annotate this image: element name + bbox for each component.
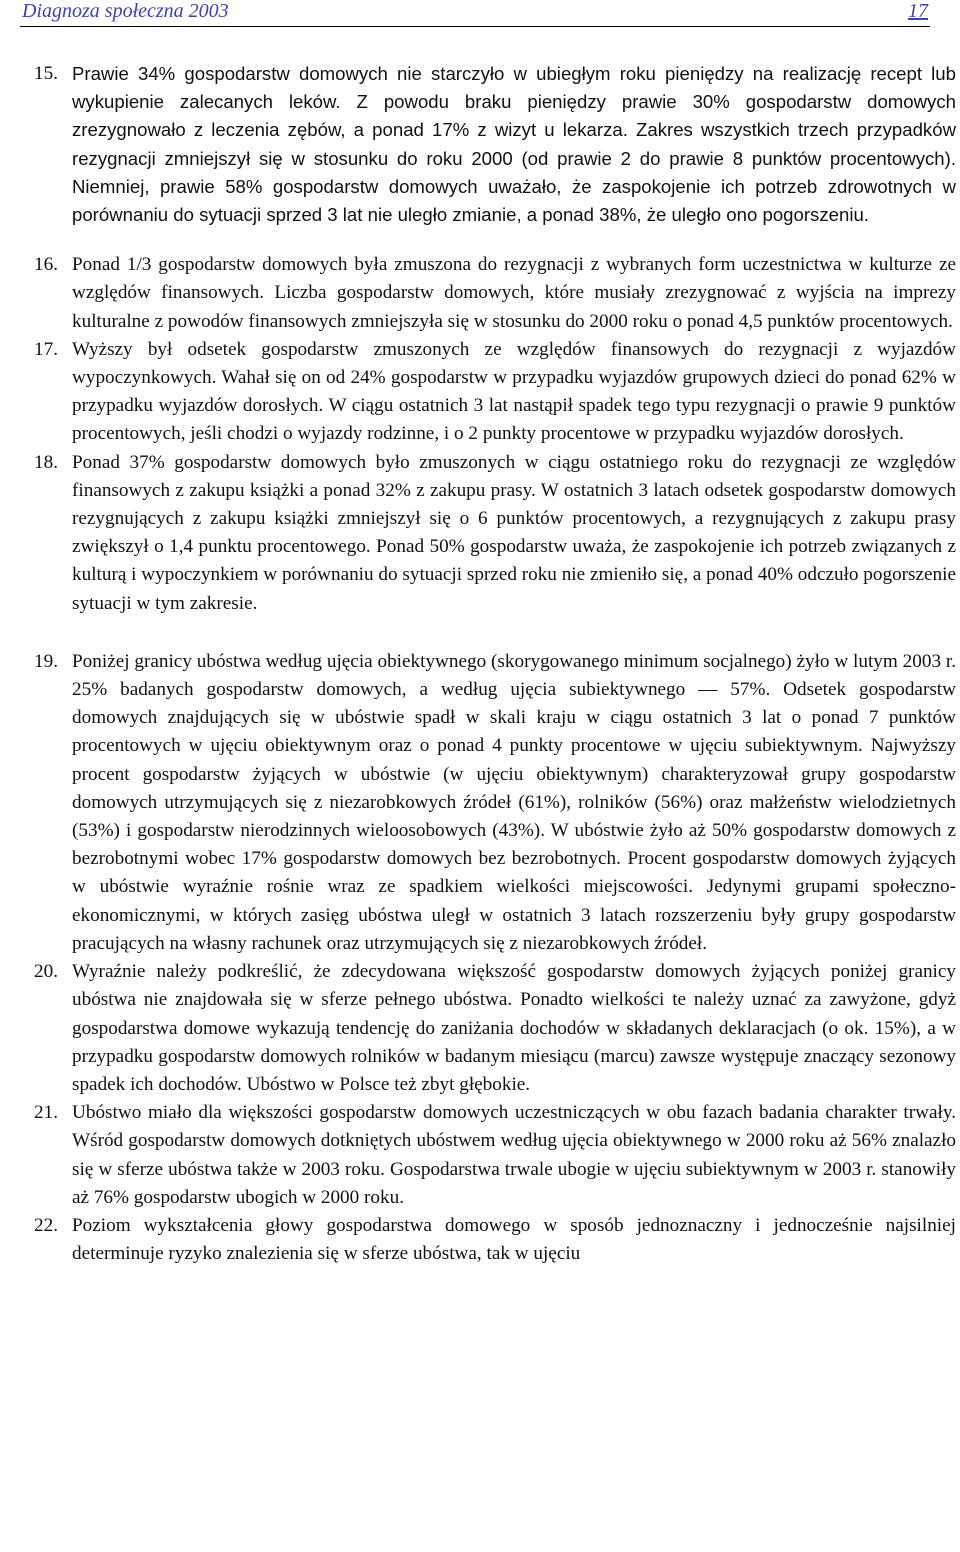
- list-item-20: [34, 958, 956, 1099]
- item-number: 21.: [34, 1102, 58, 1124]
- page-number: 17: [908, 0, 928, 22]
- list-item-19: [34, 648, 956, 958]
- list-item-17: [34, 336, 956, 449]
- item-number: 16.: [34, 254, 58, 276]
- list-item-22: [34, 1212, 956, 1268]
- item-text: Ponad 1/3 gospodarstw domowych była zmuszona do rezygnacji z wybranych form uczestnictwa w kulturze ze względów finansowych. Liczba gospodarstw domowych, które musiały zrezygnować z wyjścia na imprezy kulturalne z powodów finansowych zmniejszyła się w stosunku do 2000 roku o ponad 4,5 punktów procentowych.: [72, 254, 956, 332]
- document-body: [34, 60, 956, 1268]
- list-item-18: [34, 449, 956, 618]
- header-title: Diagnoza społeczna 2003: [22, 0, 229, 22]
- item-text: Prawie 34% gospodarstw domowych nie starczyło w ubiegłym roku pieniędzy na realizację recept lub wykupienie zalecanych leków. Z powodu braku pieniędzy prawie 30% gospodarstw domowych zrezygnowało z leczenia zębów, a ponad 17% z wizyt u lekarza. Zakres wszystkich trzech przypadków rezygnacji zmniejszył się w stosunku do roku 2000 (od prawie 2 do prawie 8 punktów procentowych). Niemniej, prawie 58% gospodarstw domowych uważało, że zaspokojenie ich potrzeb zdrowotnych w porównaniu do sytuacji sprzed 3 lat nie uległo zmianie, a ponad 38%, że uległo ono pogorszeniu.: [72, 63, 956, 226]
- item-text: Poziom wykształcenia głowy gospodarstwa domowego w sposób jednoznaczny i jednocześnie najsilniej determinuje ryzyko znalezienia się w sferze ubóstwa, tak w ujęciu: [72, 1214, 956, 1265]
- item-text: Wyraźnie należy podkreślić, że zdecydowana większość gospodarstw domowych żyjących poniżej granicy ubóstwa nie znajdowała się w sferze pełnego ubóstwa. Ponadto wielkości te należy uznać za zawyżone, gdyż gospodarstwa domowe wykazują tendencję do zaniżania dochodów w składanych deklaracjach (o ok. 15%), a w przypadku gospodarstw domowych rolników w badanym miesiącu (marcu) zawsze występuje znaczący sezonowy spadek ich dochodów. Ubóstwo w Polsce też zbyt głębokie.: [72, 961, 956, 1095]
- item-text: Ubóstwo miało dla większości gospodarstw domowych uczestniczących w obu fazach badania charakter trwały. Wśród gospodarstw domowych dotkniętych ubóstwem według ujęcia obiektywnego w 2000 roku aż 56% znalazło się w sferze ubóstwa także w 2003 roku. Gospodarstwa trwale ubogie w ujęciu subiektywnym w 2003 r. stanowiły aż 76% gospodarstw ubogich w 2000 roku.: [72, 1102, 956, 1208]
- item-number: 19.: [34, 650, 58, 672]
- item-number: 18.: [34, 451, 58, 473]
- item-number: 15.: [34, 63, 58, 84]
- page-header: [20, 0, 930, 27]
- list-item-16: [34, 251, 956, 336]
- item-number: 22.: [34, 1214, 58, 1236]
- list-item-15: [34, 60, 956, 229]
- item-text: Ponad 37% gospodarstw domowych było zmuszonych w ciągu ostatniego roku do rezygnacji ze względów finansowych z zakupu książki a ponad 32% z zakupu prasy. W ostatnich 3 latach odsetek gospodarstw domowych rezygnujących z zakupu książki zmniejszył się o 6 punktów procentowych, a rezygnujących z zakupu prasy zwiększył o 1,4 punktu procentowego. Ponad 50% gospodarstw uważa, że zaspokojenie ich potrzeb związanych z kulturą i wypoczynkiem w porównaniu do sytuacji sprzed roku nie zmieniło się, a ponad 40% odczuło pogorszenie sytuacji w tym zakresie.: [72, 451, 956, 614]
- item-number: 17.: [34, 338, 58, 360]
- list-item-21: [34, 1099, 956, 1212]
- item-text: Wyższy był odsetek gospodarstw zmuszonych ze względów finansowych do rezygnacji z wyjazdów wypoczynkowych. Wahał się on od 24% gospodarstw w przypadku wyjazdów grupowych dzieci do ponad 62% w przypadku wyjazdów dorosłych. W ciągu ostatnich 3 lat nastąpił spadek tego typu rezygnacji o prawie 9 punktów procentowych, jeśli chodzi o wyjazdy rodzinne, i o 2 punkty procentowe w przypadku wyjazdów dorosłych.: [72, 338, 956, 445]
- item-text: Poniżej granicy ubóstwa według ujęcia obiektywnego (skorygowanego minimum socjalnego) żyło w lutym 2003 r. 25% badanych gospodarstw domowych, a według ujęcia subiektywnego — 57%. Odsetek gospodarstw domowych znajdujących się w ubóstwie spadł w skali kraju w ciągu ostatnich 3 lat o ponad 7 punktów procentowych w ujęciu obiektywnym oraz o ponad 4 punkty procentowe w ujęciu subiektywnym. Najwyższy procent gospodarstw żyjących w ubóstwie (w ujęciu obiektywnym) charakteryzował grupy gospodarstw domowych utrzymujących się z niezarobkowych źródeł (61%), rolników (56%) oraz małżeństw wielodzietnych (53%) i gospodarstw nierodzinnych wieloosobowych (43%). W ubóstwie żyło aż 50% gospodarstw domowych z bezrobotnymi wobec 17% gospodarstw domowych bez bezrobotnych. Procent gospodarstw domowych żyjących w ubóstwie wyraźnie rośnie wraz ze spadkiem wielkości miejscowości. Jedynymi grupami społeczno-ekonomicznymi, w których zasięg ubóstwa uległ w ostatnich 3 latach rozszerzeniu były grupy gospodarstw pracujących na własny rachunek oraz utrzymujących się z niezarobkowych źródeł.: [72, 650, 956, 954]
- item-number: 20.: [34, 961, 58, 983]
